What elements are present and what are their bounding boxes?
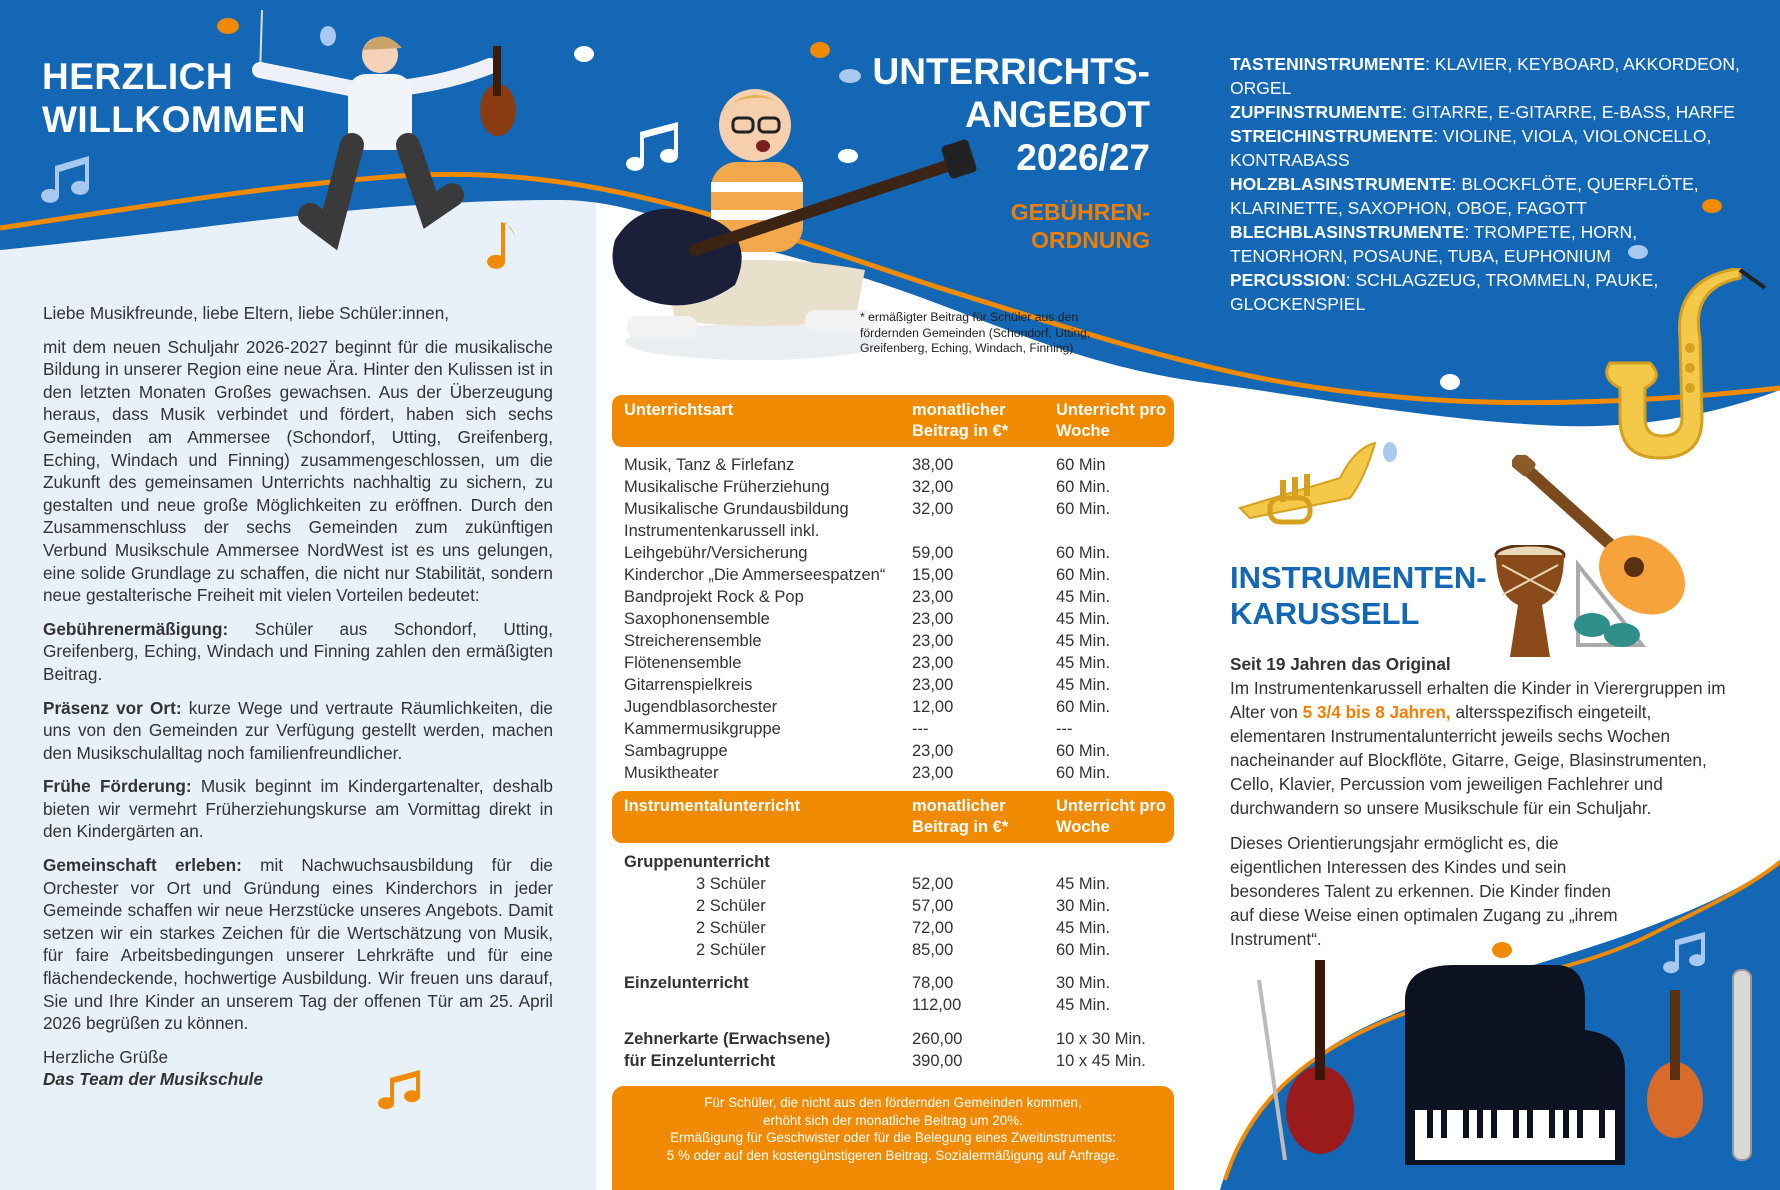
letter-greeting: Liebe Musikfreunde, liebe Eltern, liebe Schüler:innen, [43,303,450,323]
table1-row-cell-2: 23,00 [912,632,954,650]
table1-row-cell-2: 23,00 [912,764,954,782]
einzel-row-cell-1: Einzelunterricht [624,974,749,992]
zehner-row-cell-2: 390,00 [912,1052,963,1070]
zehner-row-cell-2: 260,00 [912,1030,963,1048]
category-items: : GITARRE, E-GITARRE, E-BASS, HARFE [1402,102,1735,122]
table1-row-cell-2: 23,00 [912,588,954,606]
instrument-category [1230,100,1750,124]
letter-signature: Das Team der Musikschule [43,1069,264,1090]
table1-row-cell-1: Bandprojekt Rock & Pop [624,588,804,606]
table1-row [624,630,1184,652]
zehner-row [624,1028,1184,1050]
table1-row-cell-1: Musik, Tanz & Firlefanz [624,456,795,474]
einzel-row [624,972,1184,994]
category-items: : SCHLAGZEUG, TROMMELN, PAUKE, GLOCKENSPIEL [1230,270,1659,314]
letter-local-presence: Präsenz vor Ort: kurze Wege und vertraute Räumlichkeiten, die uns von den Gemeinden zur Verfügung gestellt werden, machen den Musikschulalltag noch familienfreundlicher. [43,697,553,763]
table1-row-cell-1: Kinderchor „Die Ammerseespatzen“ [624,566,886,584]
group-row-cell-1: 2 Schüler [696,919,766,937]
category-items: : VIOLINE, VIOLA, VIOLONCELLO, KONTRABASS [1230,126,1712,170]
group-row [624,895,1184,917]
table1-row-cell-3: 45 Min. [1056,588,1111,606]
category-items: : TROMPETE, HORN, TENORHORN, POSAUNE, TUBA, EUPHONIUM [1230,222,1638,266]
karussell-title: INSTRUMENTEN- KARUSSELL [1230,560,1487,631]
category-name: ZUPFINSTRUMENTE [1230,102,1403,122]
table1-row-cell-1: Kammermusikgruppe [624,720,781,738]
table1-row-cell-3: 60 Min. [1056,478,1111,496]
table2-header-col-2: monatlicher Beitrag in €* [912,797,1009,836]
welcome-letter [43,302,553,1091]
table1-row-cell-3: 60 Min. [1056,764,1111,782]
table1-row [624,740,1184,762]
instrument-category [1230,52,1750,100]
group-row [624,873,1184,895]
table1-row-cell-2: 23,00 [912,610,954,628]
instrument-group-bottom-illustration [1255,960,1780,1175]
letter-fee-reduction: Gebührenermäßigung: Schüler aus Schondorf, Utting, Greifenberg, Eching, Windach und Finning zahlen den ermäßigten Beitrag. [43,618,553,684]
table1-row-cell-3: 60 Min. [1056,742,1111,760]
zehner-row-cell-3: 10 x 30 Min. [1056,1030,1146,1048]
table1-row-cell-1: Sambagruppe [624,742,728,760]
table1-row-cell-2: 32,00 [912,500,954,518]
table1-row [624,542,1184,564]
einzel-row-cell-2: 78,00 [912,974,954,992]
einzel-row-cell-3: 30 Min. [1056,974,1111,992]
trumpet-icon [1230,438,1380,538]
table1-row-cell-3: 60 Min. [1056,566,1111,584]
instrument-category [1230,172,1750,220]
group-row-cell-2: 57,00 [912,897,954,915]
instrument-category [1230,268,1750,316]
table1-header-col-2: monatlicher Beitrag in €* [912,401,1009,440]
table1-row-cell-3: 45 Min. [1056,676,1111,694]
table1-row-cell-2: 38,00 [912,456,954,474]
reduced-fee-footnote: * ermäßigter Beitrag für Schüler aus den fördernden Gemeinden (Schondorf, Utting, Greifenberg, Eching, Windach, Finning) [860,310,1091,355]
group-row-cell-3: 60 Min. [1056,941,1111,959]
group-row-cell-1: 2 Schüler [696,941,766,959]
welcome-title [42,55,306,141]
karussell-subtitle: Seit 19 Jahren das Original [1230,654,1451,674]
letter-early-support: Frühe Förderung: Musik beginnt im Kindergartenalter, deshalb bieten wir vermehrt Früherziehungskurse am Vormittag direkt in den Kindergärten an. [43,776,553,842]
table1-row-cell-2: 12,00 [912,698,954,716]
table1-row-cell-1: Streicherensemble [624,632,762,650]
table1-row [624,696,1184,718]
table1-row [624,520,1184,542]
table1-row-cell-2: 23,00 [912,654,954,672]
group-label-row [624,851,1184,873]
table1-row-cell-2: 59,00 [912,544,954,562]
table1-row-cell-1: Musiktheater [624,764,719,782]
letter-closing: Herzliche Grüße Das Team der Musikschule [43,1046,264,1090]
group-row-cell-1: 3 Schüler [696,875,766,893]
group-row-cell-2: 72,00 [912,919,954,937]
table1-row [624,564,1184,586]
einzel-row-cell-2: 112,00 [912,996,962,1014]
zehner-row-cell-1: Zehnerkarte (Erwachsene) [624,1030,831,1048]
category-items: : BLOCKFLÖTE, QUERFLÖTE, KLARINETTE, SAXOPHON, OBOE, FAGOTT [1230,174,1699,218]
table1-row-cell-3: 60 Min. [1056,698,1111,716]
category-name: HOLZBLASINSTRUMENTE [1230,174,1452,194]
table1-row-cell-3: 45 Min. [1056,610,1111,628]
table2-header [612,791,1174,843]
karussell-description [1230,652,1750,962]
table1-row-cell-2: --- [912,720,929,738]
table1-row-cell-1: Instrumentenkarussell inkl. [624,522,820,540]
category-name: PERCUSSION [1230,270,1346,290]
zehner-row-cell-1: für Einzelunterricht [624,1052,776,1070]
letter-intro: mit dem neuen Schuljahr 2026-2027 beginnt für die musikalische Bildung in unserer Region eine neue Ära. Hinter den Kulissen ist in den letzten Monaten Großes gewachsen. Aus der Überzeugung heraus, dass Musik verbindet und fördert, haben sich sechs Gemeinden am Ammersee (Schondorf, Utting, Greifenberg, Eching, Windach und Finning) zusammengeschlossen, um die Zukunft des gemeinsamen Unterrichts nachhaltig zu sichern, zu gestalten und neue große Möglichkeiten zu eröffnen. Durch den Zusammenschluss der sechs Gemeinden zum zukünftigen Verbund Musikschule Ammersee NordWest ist es uns gelungen, eine solide Grundlage zu schaffen, die nicht nur Stabilität, sondern neue gestalterische Freiheit mit vielen Vorteilen bedeutet: [43,336,553,606]
instrument-category [1230,220,1750,268]
group-row [624,917,1184,939]
table1-row-cell-1: Jugendblasorchester [624,698,778,716]
group-row [624,939,1184,961]
table2-header-col-1: Instrumentalunterricht [624,797,801,815]
zehner-row-cell-3: 10 x 45 Min. [1056,1052,1146,1070]
category-name: STREICHINSTRUMENTE [1230,126,1434,146]
table1-row [624,476,1184,498]
djembe-drum-icon [1492,545,1652,665]
table1-row [624,608,1184,630]
table1-row-cell-3: 60 Min. [1056,500,1111,518]
table1-row [624,652,1184,674]
table1-row-cell-3: 45 Min. [1056,632,1111,650]
letter-community: Gemeinschaft erleben: mit Nachwuchsausbildung für die Orchester vor Ort und Gründung eines Kinderchors in jeder Gemeinde schaffen wir neue Herzstücke unseres Angebots. Damit setzen wir ein starkes Zeichen für die Wertschätzung von Musik, für faire Arbeitsbedingungen unserer Lehrkräfte und für eine flächendeckende, hochwertige Ausbildung. Wir freuen uns darauf, Sie und Ihre Kinder an unserem Tag der offenen Tür am 25. April 2026 begrüßen zu können. [43,855,553,1034]
offer-title: UNTERRICHTS- ANGEBOT 2026/27 [872,51,1150,178]
table1-row [624,586,1184,608]
table1-row-cell-1: Musikalische Früherziehung [624,478,830,496]
table1-row-cell-1: Gitarrenspielkreis [624,676,753,694]
table1-row-cell-2: 23,00 [912,742,954,760]
group-row-cell-3: 45 Min. [1056,875,1111,893]
table1-row-cell-1: Flötenensemble [624,654,742,672]
welcome-title-line2: WILLKOMMEN [42,99,306,140]
table1-header-col-1: Unterrichtsart [624,401,734,419]
welcome-title-line1: HERZLICH [42,56,234,97]
instrument-categories [1230,52,1750,316]
table1-row [624,674,1184,696]
table1-row-cell-1: Musikalische Grundausbildung [624,500,849,518]
table1-header-col-3: Unterricht pro Woche [1056,401,1167,440]
table1-row-cell-3: 60 Min. [1056,544,1111,562]
table1-row [624,498,1184,520]
category-name: BLECHBLASINSTRUMENTE [1230,222,1465,242]
group-row-cell-3: 45 Min. [1056,919,1111,937]
einzel-row-cell-3: 45 Min. [1056,996,1111,1014]
table1-row-cell-2: 32,00 [912,478,954,496]
karussell-paragraph-1: Im Instrumentenkarussell erhalten die Kinder in Vierergruppen im Alter von 5 3/4 bis 8 Jahren, altersspezifisch eingeteilt, elementaren Instrumentalunterricht jeweils sechs Wochen nacheinander auf Blockflöte, Gitarre, Geige, Blasinstrumenten, Cello, Klavier, Percussion vom jeweiligen Fachlehrer und durchwandern so unsere Musikschule für ein Schuljahr. [1230,678,1726,818]
table2-header-col-3: Unterricht pro Woche [1056,797,1167,836]
zehner-row [624,1050,1184,1072]
group-row-cell-1: 2 Schüler [696,897,766,915]
karussell-paragraph-2: Dieses Orientierungsjahr ermöglicht es, die eigentlichen Interessen des Kindes und sein besonderes Talent zu erkennen. Die Kinder finden auf diese Weise einen optimalen Zugang zu „ihrem Instrument“. [1230,833,1618,949]
fee-schedule-subtitle: GEBÜHREN- ORDNUNG [1010,199,1150,253]
table1-row-cell-3: 45 Min. [1056,654,1111,672]
table1-header [612,395,1174,447]
instrument-category [1230,124,1750,172]
group-label-row-cell-1: Gruppenunterricht [624,853,770,871]
category-name: TASTENINSTRUMENTE [1230,54,1426,74]
einzel-row [624,994,1184,1016]
table1-row-cell-2: 23,00 [912,676,954,694]
table1-row-cell-1: Saxophonensemble [624,610,770,628]
group-row-cell-3: 30 Min. [1056,897,1111,915]
table1-row-cell-3: --- [1056,720,1073,738]
fee-note-box: Für Schüler, die nicht aus den fördernden Gemeinden kommen, erhöht sich der monatliche Beitrag um 20%. Ermäßigung für Geschwister oder für die Belegung eines Zweitinstruments: 5 % oder auf den kostengünstigeren Beitrag. Sozialermäßigung auf Anfrage. [612,1086,1174,1190]
group-row-cell-2: 85,00 [912,941,954,959]
table1-row-cell-3: 60 Min [1056,456,1106,474]
table1-row [624,762,1184,784]
table1-row [624,454,1184,476]
group-row-cell-2: 52,00 [912,875,954,893]
category-items: : KLAVIER, KEYBOARD, AKKORDEON, ORGEL [1230,54,1740,98]
table1-row-cell-1: Leihgebühr/Versicherung [624,544,808,562]
table1-row-cell-2: 15,00 [912,566,954,584]
table1-row [624,718,1184,740]
